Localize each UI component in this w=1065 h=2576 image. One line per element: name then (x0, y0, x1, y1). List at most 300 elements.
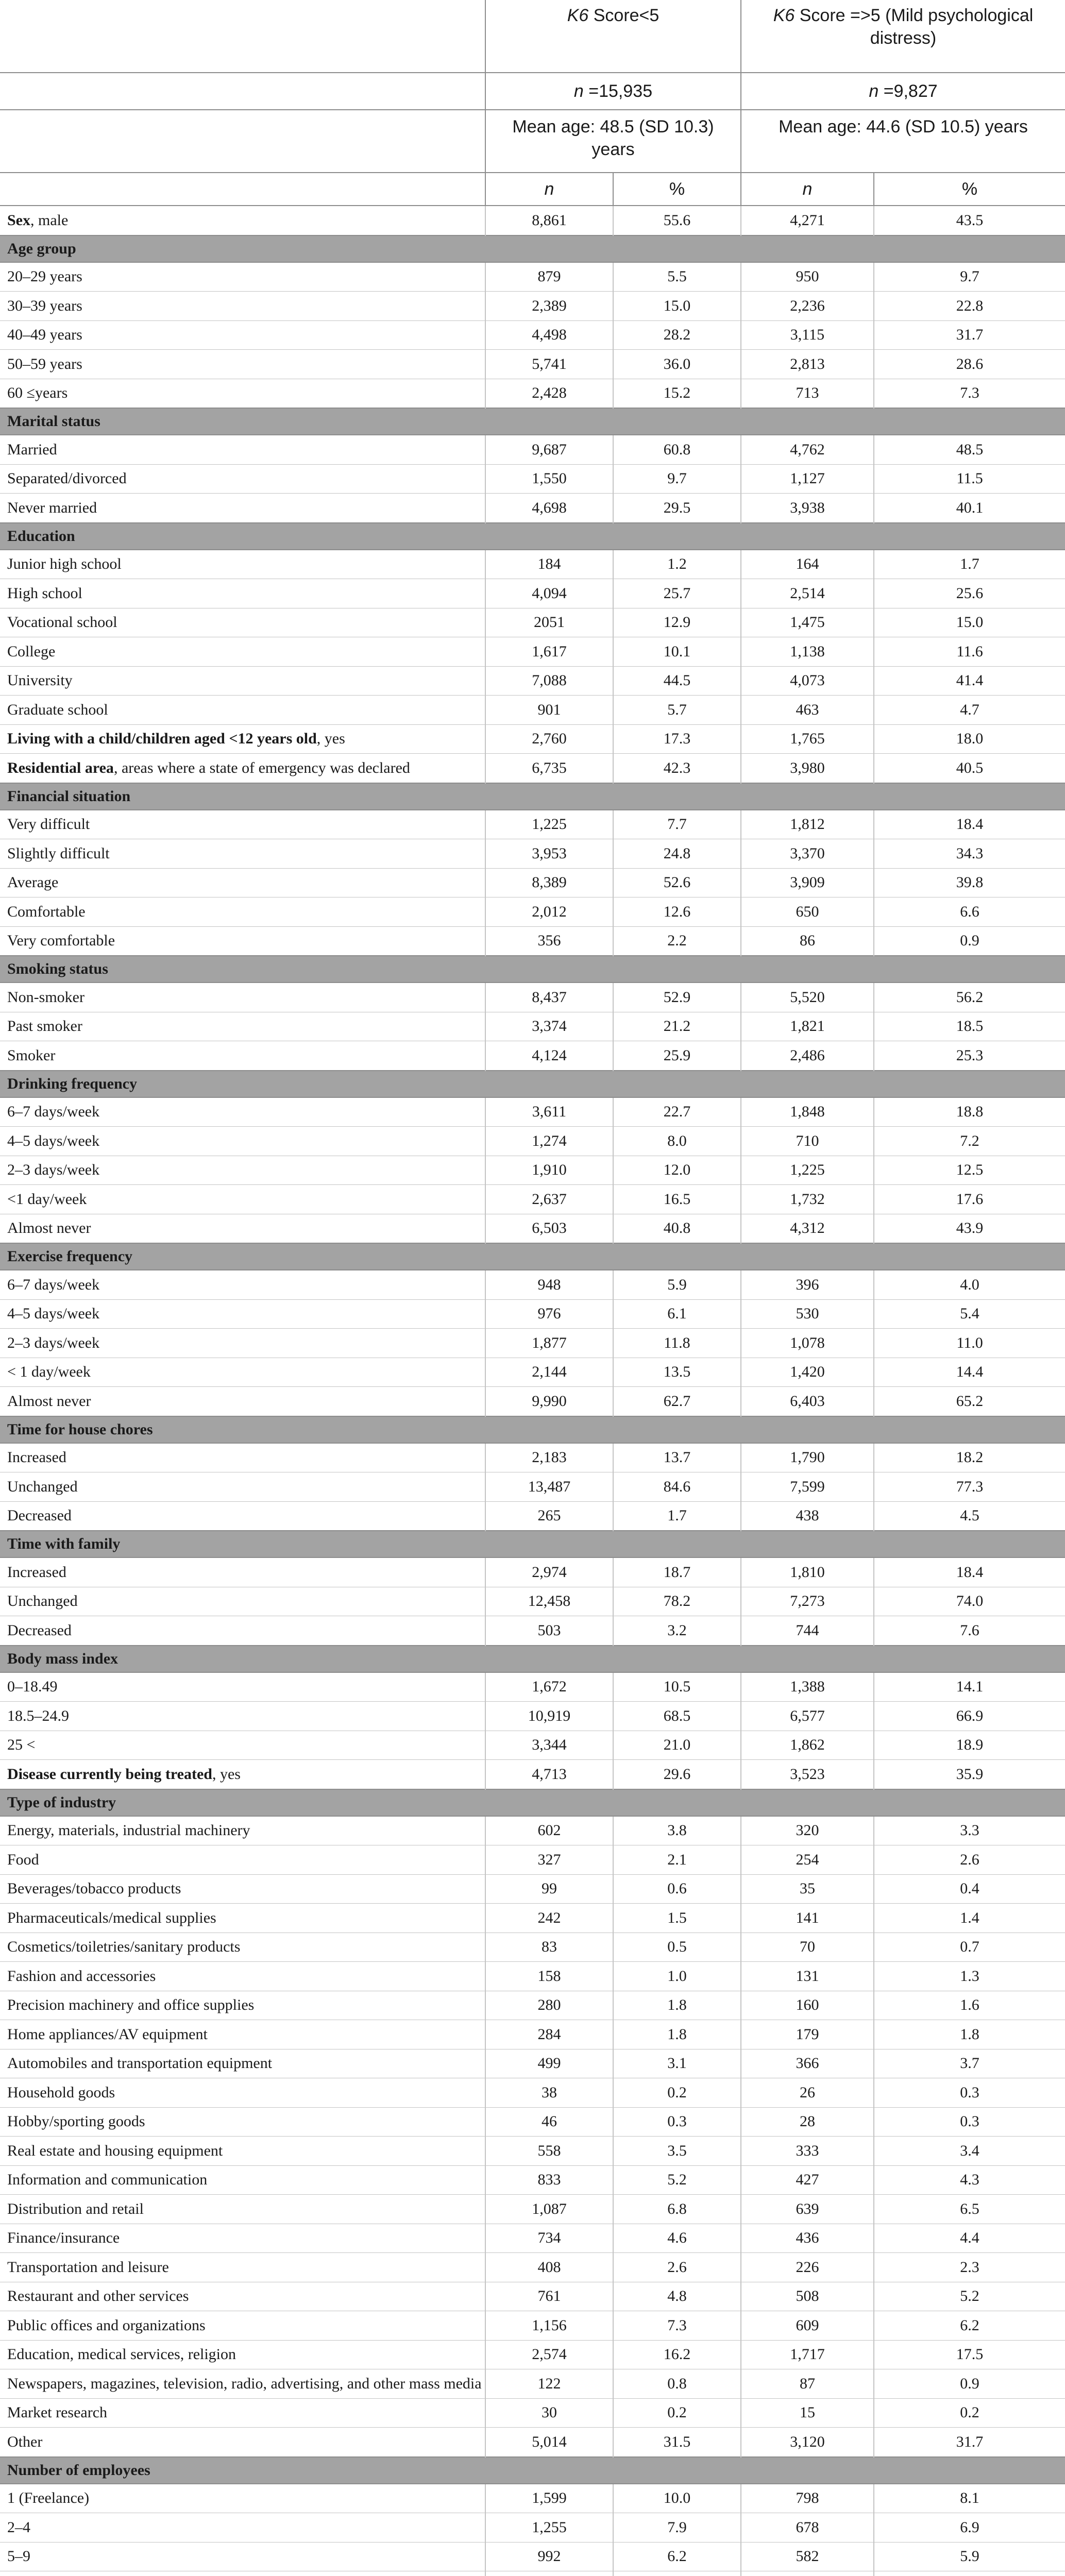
row-label: 5–9 (7, 2548, 30, 2565)
row-label-cell (0, 2484, 485, 2513)
cell-pct-group2: 14.4 (874, 1358, 1065, 1387)
cell-pct-group1: 6.1 (613, 1299, 741, 1329)
cell-n-group2: 1,138 (741, 637, 874, 667)
table-row (0, 464, 1065, 494)
row-label: Decreased (7, 1507, 72, 1524)
cell-n-group1: 761 (485, 2282, 613, 2311)
row-label: Beverages/tobacco products (7, 1880, 181, 1897)
cell-pct-group2: 0.9 (874, 2369, 1065, 2399)
cell-pct-group2: 66.9 (874, 1702, 1065, 1731)
row-label-cell (0, 2253, 485, 2282)
cell-pct-group1: 16.2 (613, 2340, 741, 2369)
cell-n-group2: 950 (741, 262, 874, 292)
cell-n-group1: 1,910 (485, 1156, 613, 1185)
row-label: Increased (7, 1449, 66, 1466)
cell-n-group1: 122 (485, 2369, 613, 2399)
cell-pct-group1: 0.5 (613, 1933, 741, 1962)
cell-pct-group2: 18.2 (874, 1443, 1065, 1472)
cell-pct-group2: 6.5 (874, 2195, 1065, 2224)
row-label: Sex (7, 211, 30, 229)
cell-pct-group1: 6.8 (613, 2195, 741, 2224)
cell-n-group1: 6,503 (485, 1214, 613, 1243)
cell-n-group1: 1,599 (485, 2484, 613, 2513)
cell-pct-group2: 18.9 (874, 1731, 1065, 1760)
cell-pct-group1: 21.0 (613, 1731, 741, 1760)
table-row (0, 2282, 1065, 2311)
cell-pct-group2: 6.9 (874, 2513, 1065, 2543)
section-header: Number of employees (0, 2457, 1065, 2484)
section-header: Type of industry (0, 1789, 1065, 1816)
row-label: < 1 day/week (7, 1363, 91, 1381)
cell-pct-group2: 3.4 (874, 2137, 1065, 2166)
row-label-cell (0, 1041, 485, 1071)
cell-pct-group1: 5.7 (613, 696, 741, 725)
row-label: Residential area (7, 759, 114, 776)
row-label-cell (0, 2340, 485, 2369)
cell-n-group2: 2,514 (741, 579, 874, 608)
row-label: Other (7, 2433, 43, 2450)
cell-pct-group1: 3.5 (613, 2137, 741, 2166)
cell-pct-group1: 3.1 (613, 2049, 741, 2078)
cell-pct-group1: 4.6 (613, 2224, 741, 2253)
cell-n-group2: 3,115 (741, 320, 874, 350)
table-row (0, 1702, 1065, 1731)
cell-n-group2: 333 (741, 2137, 874, 2166)
row-label: 2–3 days/week (7, 1334, 100, 1351)
row-label-cell (0, 2078, 485, 2108)
cell-n-group1: 2,637 (485, 1185, 613, 1214)
cell-n-group1: 2,389 (485, 292, 613, 321)
cell-n-group1: 12,458 (485, 1587, 613, 1616)
cell-n-group1: 6,735 (485, 754, 613, 783)
row-label: 6–7 days/week (7, 1276, 100, 1293)
cell-n-group1: 38 (485, 2078, 613, 2108)
row-label-cell (0, 292, 485, 321)
table-row (0, 1672, 1065, 1702)
cell-pct-group1: 52.6 (613, 868, 741, 897)
cell-n-group2: 86 (741, 926, 874, 956)
row-label: Finance/insurance (7, 2229, 120, 2247)
section-header-row (0, 523, 1065, 550)
cell-pct-group2: 0.2 (874, 2398, 1065, 2428)
cell-n-group1: 948 (485, 1270, 613, 1299)
cell-pct-group2: 18.0 (874, 724, 1065, 754)
table-row (0, 1845, 1065, 1875)
row-label: Distribution and retail (7, 2200, 144, 2217)
cell-n-group1: 13,487 (485, 1472, 613, 1502)
cell-n-group1: 280 (485, 1991, 613, 2020)
cell-pct-group2: 6.2 (874, 2311, 1065, 2341)
row-label-cell (0, 637, 485, 667)
group2-col-n: n (741, 173, 874, 206)
cell-pct-group1: 12.6 (613, 897, 741, 927)
row-label-cell (0, 1214, 485, 1243)
group1-n-value: =15,935 (583, 81, 653, 101)
cell-n-group1: 327 (485, 1845, 613, 1875)
row-label-cell (0, 2428, 485, 2457)
table-row (0, 1299, 1065, 1329)
group1-col-n: n (485, 173, 613, 206)
section-header: Age group (0, 235, 1065, 262)
row-label: Decreased (7, 1621, 72, 1639)
row-label: 1 (Freelance) (7, 2489, 90, 2507)
cell-pct-group2: 18.8 (874, 1097, 1065, 1127)
cell-n-group1: 184 (485, 550, 613, 579)
row-label: Fashion and accessories (7, 1967, 156, 1985)
section-header-row (0, 1531, 1065, 1557)
row-label: Hobby/sporting goods (7, 2113, 145, 2130)
cell-pct-group2: 4.0 (874, 1270, 1065, 1299)
row-label-cell (0, 2369, 485, 2399)
cell-pct-group1: 25.7 (613, 579, 741, 608)
row-label-cell (0, 1270, 485, 1299)
table-row (0, 1760, 1065, 1789)
cell-n-group2: 1,717 (741, 2340, 874, 2369)
cell-n-group2: 164 (741, 550, 874, 579)
cell-pct-group2: 34.3 (874, 839, 1065, 869)
table-row (0, 1874, 1065, 1904)
cell-n-group1: 1,156 (485, 2311, 613, 2341)
row-label: Household goods (7, 2083, 115, 2101)
row-label-suffix: , areas where a state of emergency was declared (113, 759, 410, 776)
cell-n-group2: 226 (741, 2253, 874, 2282)
row-label-cell (0, 2513, 485, 2543)
section-header: Time for house chores (0, 1416, 1065, 1443)
table-row (0, 608, 1065, 637)
row-label-cell (0, 1845, 485, 1875)
cell-n-group1: 30 (485, 2398, 613, 2428)
section-header-row (0, 235, 1065, 262)
cell-pct-group2: 6.6 (874, 897, 1065, 927)
row-label: Very comfortable (7, 932, 115, 950)
section-header: Drinking frequency (0, 1071, 1065, 1097)
row-label: Graduate school (7, 701, 108, 718)
row-label-cell (0, 1731, 485, 1760)
row-label: Living with a child/children aged <12 years old (7, 730, 317, 748)
cell-n-group1: 46 (485, 2107, 613, 2137)
table-row (0, 579, 1065, 608)
cell-pct-group1: 60.8 (613, 435, 741, 464)
cell-pct-group2: 9.7 (874, 262, 1065, 292)
table-row (0, 206, 1065, 235)
cell-pct-group1: 2.1 (613, 1845, 741, 1875)
row-label-cell (0, 810, 485, 839)
cell-n-group1: 4,498 (485, 320, 613, 350)
cell-pct-group1: 1.8 (613, 1991, 741, 2020)
cell-pct-group2: 5.9 (874, 2542, 1065, 2571)
group2-title-text: Score =>5 (Mild psychological distress) (794, 6, 1034, 48)
cell-n-group1: 5,014 (485, 2428, 613, 2457)
cell-pct-group1: 12.0 (613, 1156, 741, 1185)
cell-pct-group2: 0.3 (874, 2107, 1065, 2137)
table-row (0, 2253, 1065, 2282)
cell-pct-group1: 15.0 (613, 292, 741, 321)
cell-n-group1: 7,088 (485, 666, 613, 696)
cell-pct-group2: 18.4 (874, 1557, 1065, 1587)
row-label-cell (0, 1904, 485, 1933)
cell-n-group2: 1,225 (741, 1156, 874, 1185)
row-label: Disease currently being treated (7, 1765, 212, 1783)
cell-pct-group1: 1.5 (613, 1904, 741, 1933)
table-body (0, 206, 1065, 2576)
row-label-cell (0, 1387, 485, 1416)
row-label-cell (0, 1012, 485, 1041)
cell-pct-group1: 5.5 (613, 262, 741, 292)
row-label: Very difficult (7, 816, 90, 833)
table-row (0, 2398, 1065, 2428)
cell-n-group1: 4,094 (485, 579, 613, 608)
cell-pct-group1: 13.5 (613, 1358, 741, 1387)
row-label-cell (0, 1991, 485, 2020)
table-row (0, 724, 1065, 754)
cell-n-group1: 503 (485, 1616, 613, 1646)
cell-n-group1: 976 (485, 1299, 613, 1329)
table-row (0, 1731, 1065, 1760)
table-row (0, 868, 1065, 897)
row-label-cell (0, 2107, 485, 2137)
row-label: Unchanged (7, 1592, 78, 1610)
row-label-cell (0, 1587, 485, 1616)
row-label: Food (7, 1851, 39, 1868)
cell-n-group2: 3,980 (741, 754, 874, 783)
row-label: Pharmaceuticals/medical supplies (7, 1909, 216, 1926)
section-header: Body mass index (0, 1646, 1065, 1672)
cell-n-group1: 284 (485, 2020, 613, 2049)
section-header-row (0, 2457, 1065, 2484)
row-label-cell (0, 1156, 485, 1185)
table-row (0, 982, 1065, 1012)
table-row (0, 1185, 1065, 1214)
cell-pct-group1: 28.2 (613, 320, 741, 350)
cell-n-group2: 1,765 (741, 724, 874, 754)
cell-n-group2: 639 (741, 2195, 874, 2224)
cell-pct-group1: 11.8 (613, 1329, 741, 1358)
cell-pct-group2: 77.3 (874, 1472, 1065, 1502)
group2-title (741, 0, 1065, 73)
row-label-cell (0, 2282, 485, 2311)
cell-pct-group2: 43.5 (874, 206, 1065, 235)
table-row (0, 2020, 1065, 2049)
table-row (0, 2165, 1065, 2195)
row-label-cell (0, 724, 485, 754)
cell-pct-group1: 0.6 (613, 1874, 741, 1904)
row-label-cell (0, 608, 485, 637)
cell-n-group1: 10,919 (485, 1702, 613, 1731)
row-label: Energy, materials, industrial machinery (7, 1822, 250, 1839)
cell-n-group2: 744 (741, 1616, 874, 1646)
cell-pct-group1: 4.8 (613, 2282, 741, 2311)
cell-pct-group2: 18.5 (874, 1012, 1065, 1041)
cell-pct-group2: 2.6 (874, 1845, 1065, 1875)
table-row (0, 1270, 1065, 1299)
row-label: <1 day/week (7, 1190, 87, 1208)
cell-n-group2: 179 (741, 2020, 874, 2049)
row-label-cell (0, 494, 485, 523)
row-label-cell (0, 435, 485, 464)
cell-pct-group1: 5.9 (613, 1270, 741, 1299)
table-row (0, 1962, 1065, 1991)
row-label: 50–59 years (7, 355, 82, 372)
cell-n-group1: 2,183 (485, 1443, 613, 1472)
header-blank-cell (0, 173, 485, 206)
cell-n-group2: 1,790 (741, 1443, 874, 1472)
row-label-cell (0, 262, 485, 292)
row-label: Restaurant and other services (7, 2287, 189, 2305)
cell-n-group2: 2,486 (741, 1041, 874, 1071)
cell-n-group2: 463 (741, 696, 874, 725)
cell-pct-group2: 56.2 (874, 982, 1065, 1012)
cell-pct-group2: 3.7 (874, 2049, 1065, 2078)
row-label: Average (7, 874, 59, 891)
cell-pct-group1: 7.7 (613, 810, 741, 839)
row-label: Past smoker (7, 1018, 82, 1035)
cell-pct-group2: 0.9 (874, 926, 1065, 956)
cell-n-group2: 366 (741, 2049, 874, 2078)
cell-n-group1: 9,687 (485, 435, 613, 464)
cell-pct-group1: 8.0 (613, 1127, 741, 1156)
cell-n-group1: 1,274 (485, 1127, 613, 1156)
cell-n-group1: 2,574 (485, 2340, 613, 2369)
table-header (0, 0, 1065, 206)
cell-pct-group1: 15.2 (613, 379, 741, 408)
cell-n-group2: 1,812 (741, 810, 874, 839)
cell-n-group1: 1,617 (485, 637, 613, 667)
cell-pct-group1: 24.8 (613, 839, 741, 869)
row-label: Junior high school (7, 555, 122, 573)
cell-n-group2: 4,762 (741, 435, 874, 464)
cell-n-group2: 1,388 (741, 1672, 874, 1702)
cell-pct-group2: 25.6 (874, 579, 1065, 608)
row-label: Transportation and leisure (7, 2258, 169, 2276)
row-label: Comfortable (7, 903, 86, 920)
cell-n-group1: 242 (485, 1904, 613, 1933)
row-label-cell (0, 379, 485, 408)
header-blank-cell (0, 0, 485, 73)
cell-n-group2: 6,403 (741, 1387, 874, 1416)
cell-n-group1: 3,611 (485, 1097, 613, 1127)
table-row (0, 2513, 1065, 2543)
table-row (0, 1472, 1065, 1502)
cell-pct-group2: 17.6 (874, 1185, 1065, 1214)
cell-pct-group2: 12.5 (874, 1156, 1065, 1185)
table-row (0, 1329, 1065, 1358)
cell-n-group2: 650 (741, 897, 874, 927)
cell-pct-group2: 74.0 (874, 1587, 1065, 1616)
cell-pct-group2: 17.5 (874, 2340, 1065, 2369)
row-label-cell (0, 550, 485, 579)
row-label-cell (0, 1501, 485, 1531)
row-label: Unchanged (7, 1478, 78, 1495)
table-row (0, 2428, 1065, 2457)
table-row (0, 2484, 1065, 2513)
row-label: Slightly difficult (7, 844, 110, 862)
row-label: 30–39 years (7, 297, 82, 314)
cell-n-group1: 8,861 (485, 206, 613, 235)
cell-n-group1: 8,437 (485, 982, 613, 1012)
table-row (0, 2224, 1065, 2253)
cell-pct-group1: 29.5 (613, 494, 741, 523)
cell-n-group2: 508 (741, 2282, 874, 2311)
row-label-cell (0, 2224, 485, 2253)
group2-n-value: =9,827 (878, 81, 938, 101)
header-blank-cell (0, 110, 485, 173)
row-label: Information and communication (7, 2171, 208, 2189)
cell-pct-group2: 22.8 (874, 292, 1065, 321)
cell-pct-group2: 3.3 (874, 1816, 1065, 1845)
cell-pct-group2: 15.0 (874, 608, 1065, 637)
cell-n-group2: 798 (741, 2484, 874, 2513)
cell-n-group1 (485, 2571, 613, 2576)
cell-pct-group1: 16.5 (613, 1185, 741, 1214)
cell-n-group2: 3,120 (741, 2428, 874, 2457)
cell-n-group1: 2,428 (485, 379, 613, 408)
cell-n-group1: 879 (485, 262, 613, 292)
row-label: Never married (7, 499, 97, 516)
cell-pct-group1: 62.7 (613, 1387, 741, 1416)
cell-n-group2: 1,127 (741, 464, 874, 494)
row-label-cell (0, 1329, 485, 1358)
table-row (0, 550, 1065, 579)
cell-n-group2: 141 (741, 1904, 874, 1933)
cell-n-group2: 1,862 (741, 1731, 874, 1760)
cell-pct-group1: 29.6 (613, 1760, 741, 1789)
section-header-row (0, 1416, 1065, 1443)
cell-pct-group2: 28.6 (874, 350, 1065, 379)
cell-n-group2: 713 (741, 379, 874, 408)
row-label-cell (0, 696, 485, 725)
cell-n-group2: 2,813 (741, 350, 874, 379)
cell-pct-group2: 18.4 (874, 810, 1065, 839)
row-label-cell (0, 1097, 485, 1127)
cell-n-group1: 901 (485, 696, 613, 725)
cell-n-group1: 734 (485, 2224, 613, 2253)
section-header-row (0, 956, 1065, 982)
row-label-cell (0, 2542, 485, 2571)
cell-pct-group2: 1.3 (874, 1962, 1065, 1991)
cell-n-group1: 3,374 (485, 1012, 613, 1041)
group1-k6-label: K6 (567, 6, 589, 25)
cell-n-group2: 131 (741, 1962, 874, 1991)
row-label-cell (0, 868, 485, 897)
cell-pct-group2: 4.4 (874, 2224, 1065, 2253)
cell-n-group2: 1,810 (741, 1557, 874, 1587)
row-label-cell (0, 1358, 485, 1387)
row-label: 2–3 days/week (7, 1161, 100, 1179)
table-row (0, 2195, 1065, 2224)
cell-n-group2 (741, 2571, 874, 2576)
row-label-cell (0, 982, 485, 1012)
cell-pct-group1: 7.3 (613, 2311, 741, 2341)
table-row (0, 754, 1065, 783)
cell-pct-group1: 0.3 (613, 2107, 741, 2137)
table-row (0, 1816, 1065, 1845)
cell-pct-group1: 6.2 (613, 2542, 741, 2571)
cell-n-group2: 2,236 (741, 292, 874, 321)
row-label-cell (0, 1557, 485, 1587)
row-label: Newspapers, magazines, television, radio, advertising, and other mass media (7, 2375, 482, 2392)
row-label-cell (0, 754, 485, 783)
row-label: Married (7, 440, 57, 458)
cell-n-group2: 6,577 (741, 1702, 874, 1731)
row-label: Automobiles and transportation equipment (7, 2055, 273, 2072)
row-label: 4–5 days/week (7, 1305, 100, 1323)
cell-n-group2: 7,599 (741, 1472, 874, 1502)
row-label: University (7, 672, 73, 689)
row-label: College (7, 642, 56, 660)
cell-n-group1: 265 (485, 1501, 613, 1531)
cell-n-group1: 1,877 (485, 1329, 613, 1358)
section-header: Exercise frequency (0, 1243, 1065, 1270)
